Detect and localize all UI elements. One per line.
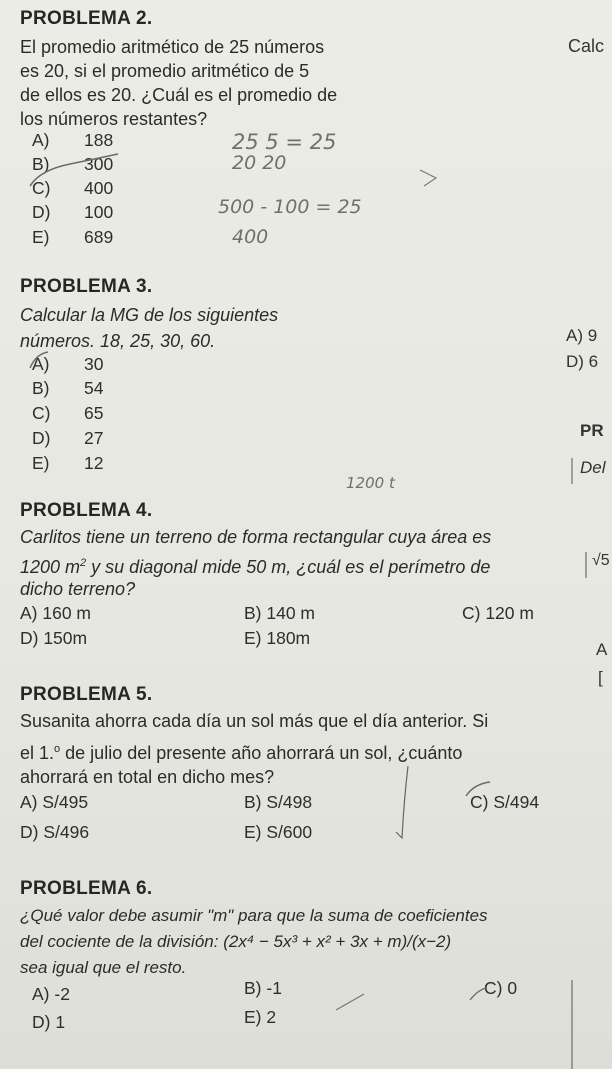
problem-4-option-b: B) 140 m [244, 603, 315, 623]
problem-3-option-d: D) 27 [32, 428, 104, 448]
problem-5-line-2: el 1.$^o$ de julio del presente año ahorrará un sol, ¿cuánto [20, 743, 463, 763]
problem-6-option-e: E) 2 [244, 1007, 277, 1027]
problem-4-option-a: A) 160 m [20, 603, 91, 623]
edge-text-del: Del [580, 458, 606, 477]
edge-text-calc: Calc [568, 36, 605, 56]
problem-2-line-3: de ellos es 20. ¿Cuál es el promedio de [20, 85, 338, 105]
edge-text-a: A [596, 640, 608, 659]
problem-6-option-c: C) 0 [484, 978, 518, 998]
edge-text-sqrt: √5 [592, 552, 610, 569]
problem-3-line-1: Calcular la MG de los siguientes [20, 305, 279, 325]
handwriting-1: 25 5 = 25 [232, 130, 337, 154]
problem-4-line-3: dicho terreno? [20, 579, 136, 599]
problem-2-option-c: C) 400 [32, 178, 114, 198]
problem-4-title: PROBLEMA 4. [20, 500, 153, 521]
problem-5-option-e: E) S/600 [244, 822, 313, 842]
problem-6-title: PROBLEMA 6. [20, 878, 153, 899]
problem-2-title: PROBLEMA 2. [20, 8, 153, 29]
problem-6-option-d: D) 1 [32, 1012, 66, 1032]
edge-text-pr: PR [580, 421, 604, 440]
circle-mark-c5 [466, 782, 490, 796]
problem-6-option-b: B) -1 [244, 978, 282, 998]
problem-5-option-a: A) S/495 [20, 792, 89, 812]
problem-5-option-d: D) S/496 [20, 822, 90, 842]
problem-6-option-a: A) -2 [32, 984, 70, 1004]
handwriting-3: 500 - 100 = 25 [218, 196, 362, 218]
handwriting-4: 400 [232, 226, 269, 248]
problem-6-line-3: sea igual que el resto. [20, 958, 187, 977]
problem-6-line-1: ¿Qué valor debe asumir "m" para que la suma de coeficientes [20, 906, 488, 925]
problem-5-option-c: C) S/494 [470, 792, 540, 812]
edge-text-bracket: [ [598, 668, 603, 687]
tick-mark [420, 170, 436, 186]
problem-5-title: PROBLEMA 5. [20, 684, 153, 705]
problem-3-option-a: A) 30 [32, 354, 104, 374]
problem-4-line-2: 1200 $m^2$ y su diagonal mide 50 m, ¿cuál es el perímetro de [20, 557, 491, 577]
problem-6-line-2: del cociente de la división: (2x⁴ − 5x³ + x² + 3x + m)/(x−2) [20, 932, 452, 951]
problem-3-line-2: números. 18, 25, 30, 60. [20, 331, 216, 351]
problem-2-option-b: B) 300 [32, 154, 114, 174]
circle-mark-c [30, 154, 118, 186]
edge-text-a9: A) 9 [566, 326, 598, 345]
division-expression: (2x⁴ − 5x³ + x² + 3x + m)/(x−2) [223, 932, 452, 951]
circle-mark-a [30, 352, 48, 368]
problem-4-option-e: E) 180m [244, 628, 311, 648]
problem-2-option-a: A) 188 [32, 130, 114, 150]
problem-2-option-d: D) 100 [32, 202, 114, 222]
edge-text-d6: D) 6 [566, 352, 599, 371]
problem-4-line-1: Carlitos tiene un terreno de forma rectangular cuya área es [20, 527, 492, 547]
handwriting-2: 20 20 [232, 152, 287, 174]
pencil-stroke [336, 994, 364, 1010]
check-mark [396, 766, 408, 838]
problem-3-title: PROBLEMA 3. [20, 276, 153, 297]
problem-2-line-2: es 20, si el promedio aritmético de 5 [20, 61, 310, 81]
problem-4-option-d: D) 150m [20, 628, 88, 648]
problem-3-option-b: B) 54 [32, 378, 104, 398]
circle-mark-c6 [470, 988, 486, 1000]
problem-2-line-4: los números restantes? [20, 109, 208, 129]
problem-2-line-1: El promedio aritmético de 25 números [20, 37, 325, 57]
handwriting-5: 1200 t [346, 474, 395, 492]
problem-5-option-b: B) S/498 [244, 792, 313, 812]
problem-4-option-c: C) 120 m [462, 603, 534, 623]
problem-3-option-e: E) 12 [32, 453, 104, 473]
problem-5-line-3: ahorrará en total en dicho mes? [20, 767, 275, 787]
problem-3-option-c: C) 65 [32, 403, 104, 423]
problem-2-option-e: E) 689 [32, 227, 114, 247]
problem-5-line-1: Susanita ahorra cada día un sol más que el día anterior. Si [20, 711, 489, 731]
